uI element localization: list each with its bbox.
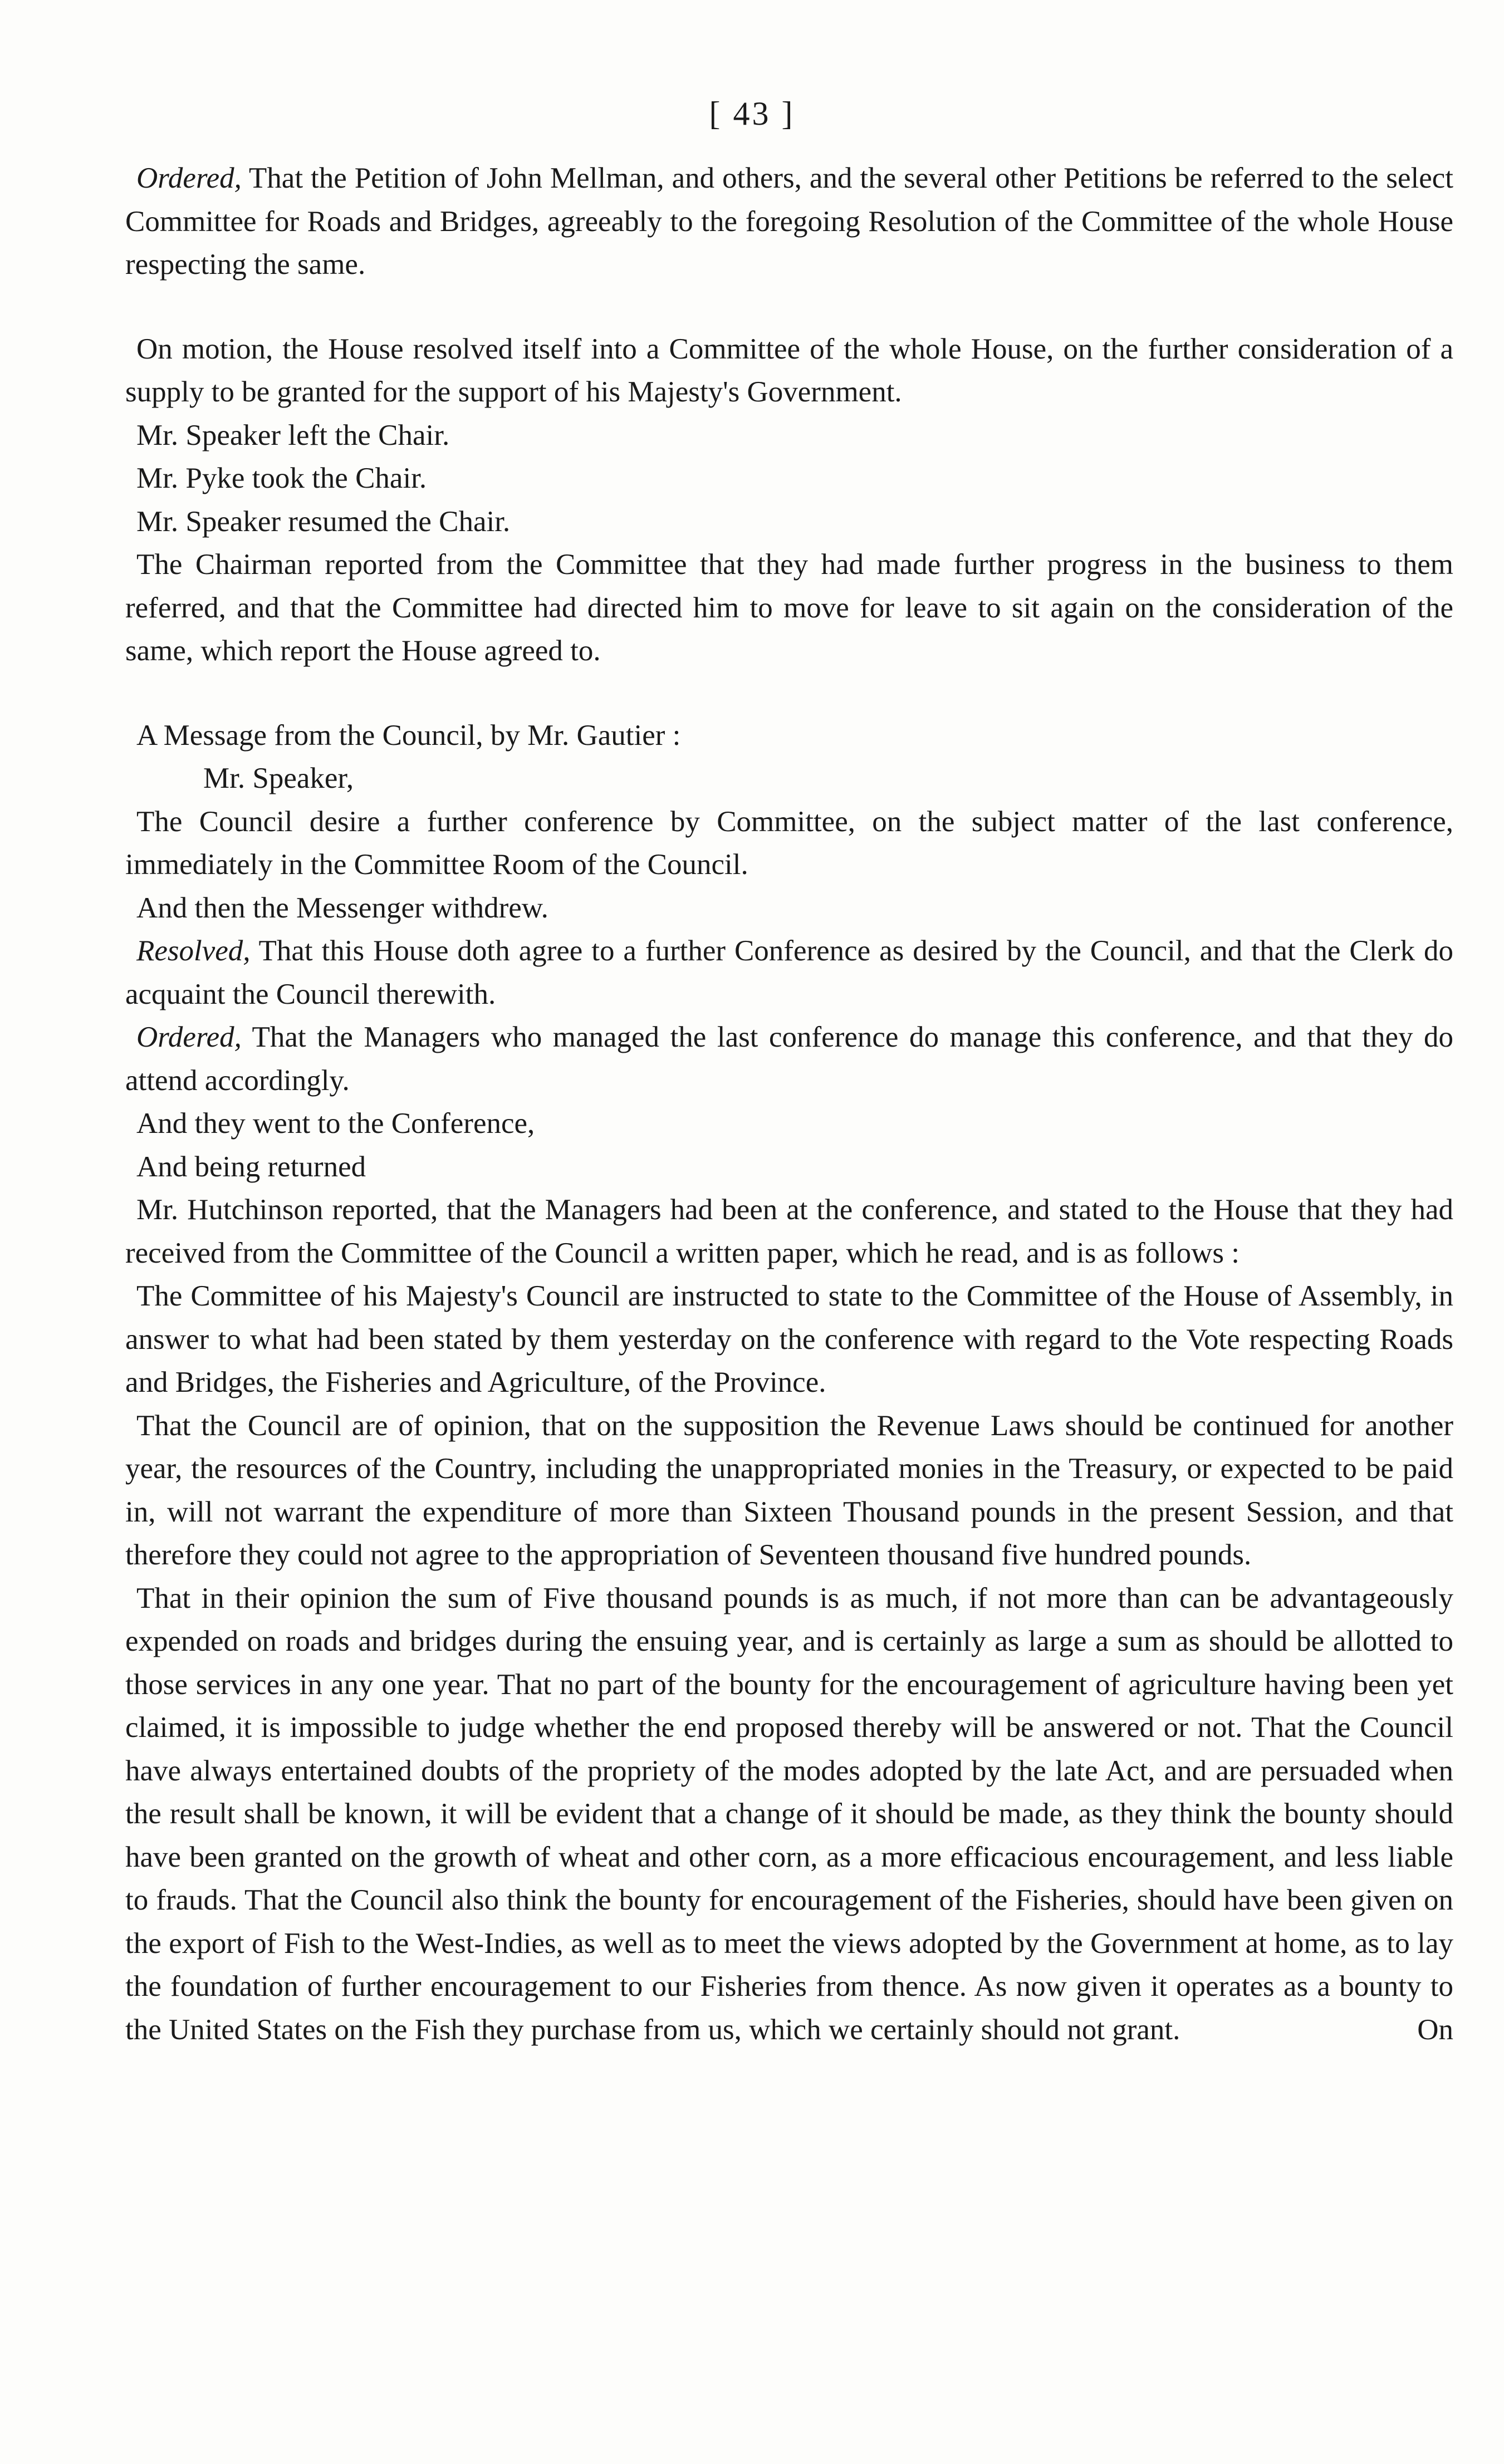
paragraph-being-returned	[125, 1146, 1453, 1189]
paragraph-text: That the Managers who managed the last conference do manage this conference, and that they do attend accordingly.	[125, 1021, 1453, 1097]
paragraph-text: And being returned	[136, 1150, 366, 1183]
paragraph-ordered-petitions	[125, 157, 1453, 287]
paragraph-label: Ordered,	[136, 162, 242, 194]
paragraph-text: On motion, the House resolved itself into a Committee of the whole House, on the further consideration of a supply to be granted for the support of his Majesty's Government.	[125, 332, 1453, 408]
paragraph-speaker-left	[125, 414, 1453, 458]
paragraph-text: The Council desire a further conference by Committee, on the subject matter of the last conference, immediately in the Committee Room of the Council.	[125, 805, 1453, 881]
paragraph-text: A Message from the Council, by Mr. Gautier :	[136, 719, 681, 752]
page-number: [ 43 ]	[709, 95, 795, 132]
paragraph-text: Mr. Hutchinson reported, that the Managers had been at the conference, and stated to the House that they had received from the Committee of the Council a written paper, which he read, and is as follows :	[125, 1194, 1453, 1269]
paragraph-council-desire	[125, 801, 1453, 887]
paragraph-text: The Chairman reported from the Committee that they had made further progress in the business to them referred, and that the Committee had directed him to move for leave to sit again on the consideration of the same, which report the House agreed to.	[125, 548, 1453, 667]
paragraph-ordered-managers	[125, 1016, 1453, 1102]
paragraph-council-opinion-sum	[125, 1577, 1453, 2052]
paragraph-council-opinion-revenue	[125, 1405, 1453, 1577]
paragraph-committee-motion	[125, 328, 1453, 414]
paragraph-text: And then the Messenger withdrew.	[136, 891, 548, 924]
paragraph-text: Mr. Speaker resumed the Chair.	[136, 505, 511, 538]
paragraph-council-instructed	[125, 1275, 1453, 1405]
paragraph-resolved	[125, 930, 1453, 1016]
paragraph-council-message	[125, 714, 1453, 758]
paragraph-speaker-resumed	[125, 500, 1453, 544]
paragraph-text: Mr. Pyke took the Chair.	[136, 462, 427, 494]
paragraph-hutchinson-report	[125, 1189, 1453, 1275]
paragraph-text: Mr. Speaker,	[203, 762, 354, 794]
paragraph-went-conference	[125, 1102, 1453, 1146]
journal-text	[125, 157, 1453, 2051]
paragraph-chairman-report	[125, 543, 1453, 673]
paragraph-text: That the Council are of opinion, that on the supposition the Revenue Laws should be continued for another year, the resources of the Country, including the unappropriated monies in the Treasury, or expected to be paid in, will not warrant the expenditure of more than Sixteen Thousand pounds in the present Session, and that therefore they could not agree to the appropriation of Seventeen thousand five hundred pounds.	[125, 1409, 1453, 1571]
paragraph-label: Resolved,	[136, 935, 251, 967]
paragraph-text: That in their opinion the sum of Five thousand pounds is as much, if not more than can be advantageously expended on roads and bridges during the ensuing year, and is certainly as large a sum as should be allotted to those services in any one year. That no part of the bounty for the encouragement of agriculture having been yet claimed, it is impossible to judge whether the end proposed thereby will be answered or not. That the Council have always entertained doubts of the propriety of the modes adopted by the late Act, and are persuaded when the result shall be known, it will be evident that a change of it should be made, as they think the bounty should have been granted on the growth of wheat and other corn, as a more efficacious encouragement, and less liable to frauds. That the Council also think the bounty for encouragement of the Fisheries, should have been given on the export of Fish to the West-Indies, as well as to meet the views adopted by the Government at home, as to lay the foundation of further encouragement to our Fisheries from thence. As now given it operates as a bounty to the United States on the Fish they purchase from us, which we certainly should not grant.	[125, 1582, 1453, 2046]
paragraph-text: Mr. Speaker left the Chair.	[136, 419, 450, 451]
paragraph-text: That the Petition of John Mellman, and others, and the several other Petitions be referred to the select Committee for Roads and Bridges, agreeably to the foregoing Resolution of the Committee of the whole House respecting the same.	[125, 162, 1453, 281]
paragraph-messenger-withdrew	[125, 887, 1453, 930]
paragraph-text: And they went to the Conference,	[136, 1107, 535, 1140]
paragraph-pyke-chair	[125, 457, 1453, 500]
paragraph-text: That this House doth agree to a further Conference as desired by the Council, and that the Clerk do acquaint the Council therewith.	[125, 935, 1453, 1010]
paragraph-text: The Committee of his Majesty's Council are instructed to state to the Committee of the House of Assembly, in answer to what had been stated by them yesterday on the conference with regard to the Vote respecting Roads and Bridges, the Fisheries and Agriculture, of the Province.	[125, 1280, 1453, 1398]
catchword: On	[1417, 2013, 1453, 2046]
paragraph-speaker-address	[125, 757, 1453, 801]
paragraph-label: Ordered,	[136, 1021, 242, 1053]
